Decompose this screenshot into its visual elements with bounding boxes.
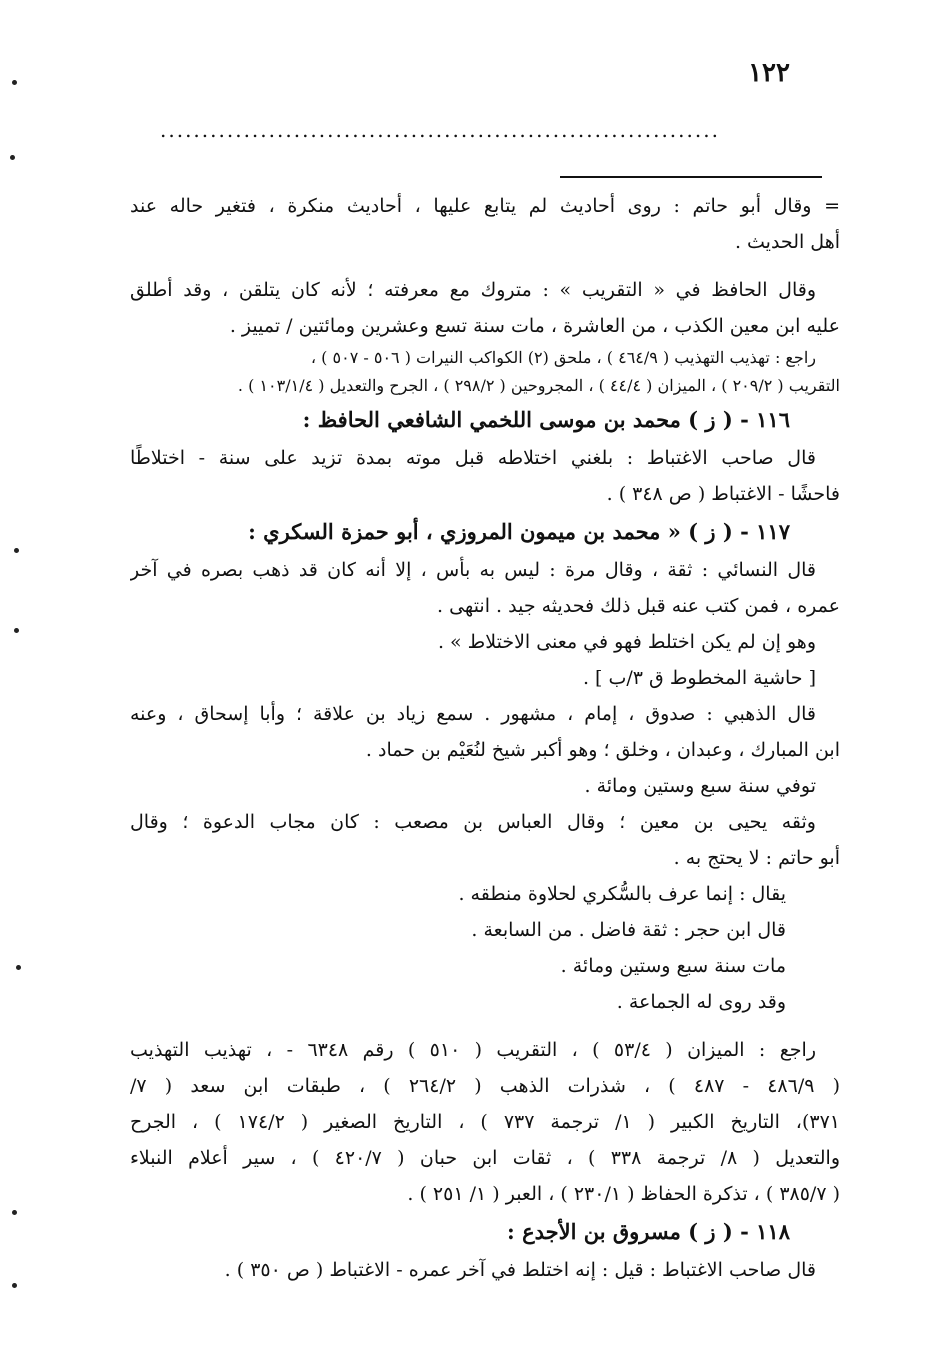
text-line: [ حاشية المخطوط ق ٣/ب ] . [582,667,816,689]
reference-line: ( ٤٨٦/٩ - ٤٨٧ ) ، شذرات الذهب ( ٢٦٤/٢ ) ، طبقات ابن سعد ( ٧/ [130,1075,840,1097]
text-line: ابن المبارك ، وعبدان ، وخلق ؛ وهو أكبر شيخ لنُعَيْم بن حماد . [365,739,840,761]
text-line: أبو حاتم : لا يحتج به . [673,847,840,869]
entry-heading: ١١٧ - ( ز ) « محمد بن ميمون المروزي ، أبو حمزة السكري : [248,519,790,544]
text-line: وقد روى له الجماعة . [616,991,786,1013]
dotted-separator: ................................................................... [160,118,720,142]
text-line: قال ابن حجر : ثقة فاضل . من السابعة . [471,919,786,941]
footnote-rule [560,176,822,178]
text-line: عليه ابن معين الكذب ، من العاشرة ، مات سنة تسع وعشرين ومائتين / تمييز . [229,315,840,337]
text-line: مات سنة سبع وستين ومائة . [560,955,786,977]
text-line: التقريب ( ٢٠٩/٢ ) ، الميزان ( ٤٤/٤ ) ، المجروحين ( ٢٩٨/٢ ) ، الجرح والتعديل ( ١٠٣/١/٤ ) . [237,376,840,395]
text-line: عمره ، فمن كتب عنه قبل ذلك فحديثه جيد . انتهى . [437,595,840,617]
text-line: وهو إن لم يكن اختلط فهو في معنى الاختلاط » . [437,631,816,653]
text-line: قال النسائي : ثقة ، وقال مرة : ليس به بأس ، إلا أنه كان قد ذهب بصره في آخر [130,559,816,581]
text-line: قال صاحب الاغتباط : بلغني اختلاطه قبل موته بمدة تزيد على سنة - اختلاطًا [130,447,816,469]
entry-heading: ١١٦ - ( ز ) محمد بن موسى اللخمي الشافعي الحافظ : [302,407,790,432]
margin-mark [14,548,19,553]
margin-mark [12,1283,17,1288]
text-line: يقال : إنما عرف بالسُّكري لحلاوة منطقه . [458,883,786,905]
margin-mark [12,1210,17,1215]
text-line: أهل الحديث . [734,231,840,253]
reference-line: والتعديل ( ٨/ ترجمة ٣٣٨ ) ، ثقات ابن حبان ( ٤٢٠/٧ ) ، سير أعلام النبلاء [130,1147,840,1169]
text-line: راجع : تهذيب التهذيب ( ٤٦٤/٩ ) ، ملحق (٢) الكواكب النيرات ( ٥٠٦ - ٥٠٧ ) ، [310,348,816,367]
text-line: قال صاحب الاغتباط : قيل : إنه اختلط في آخر عمره - الاغتباط ( ص ٣٥٠ ) . [224,1259,816,1281]
page-number: ١٢٢ [748,58,790,88]
text-line: وثقه يحيى بن معين ؛ وقال العباس بن مصعب : كان مجاب الدعوة ؛ وقال [130,811,816,833]
reference-line: ٣٧١)، التاريخ الكبير ( ١/ ترجمة ٧٣٧ ) ، التاريخ الصغير ( ١٧٤/٢ ) ، الجرح [130,1111,840,1133]
text-line: توفي سنة سبع وستين ومائة . [584,775,816,797]
margin-mark [12,80,17,85]
reference-line: راجع : الميزان ( ٥٣/٤ ) ، التقريب ( ٥١٠ ) رقم ٦٣٤٨ - ، تهذيب التهذيب [130,1039,817,1061]
page-text [130,188,840,1288]
margin-mark [10,155,15,160]
text-line: = وقال أبو حاتم : روى أحاديث لم يتابع عليها ، أحاديث منكرة ، فتغير حاله عند [130,195,840,217]
text-line: قال الذهبي : صدوق ، إمام ، مشهور . سمع زياد بن علاقة ؛ وأبا إسحاق ، وعنه [130,703,816,725]
reference-line: ( ٣٨٥/٧ ) ، تذكرة الحفاظ ( ٢٣٠/١ ) ، العبر ( ١/ ٢٥١ ) . [407,1183,840,1205]
text-line: وقال الحافظ في « التقريب » : متروك مع معرفته ؛ لأنه كان يتلقن ، وقد أطلق [130,279,816,301]
entry-heading: ١١٨ - ( ز ) مسروق بن الأجدع : [507,1219,790,1244]
margin-mark [16,965,21,970]
text-line: فاحشًا - الاغتباط ( ص ٣٤٨ ) . [606,483,840,505]
margin-mark [14,628,19,633]
